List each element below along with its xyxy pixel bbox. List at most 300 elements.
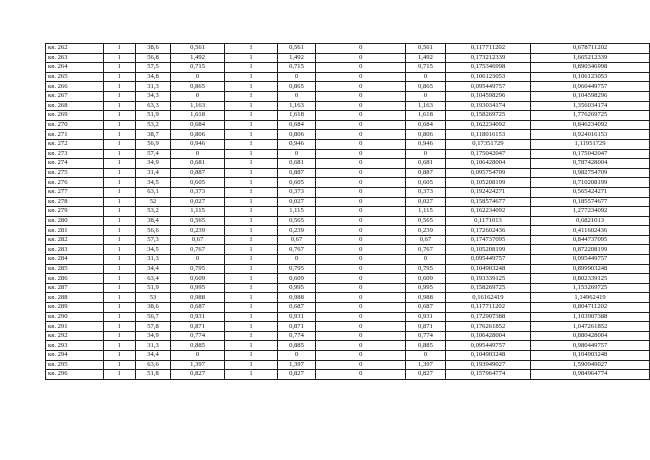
- value-cell: 34,4: [136, 351, 171, 361]
- value-cell: 1,163: [277, 101, 316, 111]
- value-cell: 0: [316, 178, 406, 188]
- value-cell: 0,17351729: [445, 139, 530, 149]
- value-cell: 0,678711202: [531, 44, 650, 54]
- table-row: [46, 216, 650, 226]
- apartment-cell: кв. 283: [46, 245, 104, 255]
- value-cell: 0,411602436: [531, 226, 650, 236]
- apartment-cell: кв. 276: [46, 178, 104, 188]
- value-cell: 0,565424271: [531, 187, 650, 197]
- value-cell: 0,239: [277, 226, 316, 236]
- value-cell: 0,931: [406, 312, 446, 322]
- table-row: [46, 264, 650, 274]
- value-cell: 0: [316, 130, 406, 140]
- value-cell: 38,6: [136, 44, 171, 54]
- value-cell: 0: [170, 351, 224, 361]
- apartment-cell: кв. 271: [46, 130, 104, 140]
- value-cell: 1: [225, 63, 277, 73]
- value-cell: 0,16162419: [445, 293, 530, 303]
- value-cell: 0,960449757: [531, 82, 650, 92]
- value-cell: 0,924016153: [531, 130, 650, 140]
- value-cell: 1: [225, 178, 277, 188]
- apartment-cell: кв. 290: [46, 312, 104, 322]
- value-cell: 1: [103, 159, 136, 169]
- value-cell: 0,804711202: [531, 303, 650, 313]
- table-row: [46, 149, 650, 159]
- value-cell: 1,492: [277, 53, 316, 63]
- value-cell: 0,193339125: [445, 274, 530, 284]
- apartment-cell: кв. 284: [46, 255, 104, 265]
- value-cell: 0,887: [277, 168, 316, 178]
- value-cell: 0,67: [406, 235, 446, 245]
- value-cell: 1,14962419: [531, 293, 650, 303]
- value-cell: 0,105208199: [445, 178, 530, 188]
- value-cell: 1: [225, 360, 277, 370]
- value-cell: 63,3: [136, 101, 171, 111]
- value-cell: 0,565: [406, 216, 446, 226]
- value-cell: 0,106428004: [445, 159, 530, 169]
- value-cell: 0,118016153: [445, 130, 530, 140]
- value-cell: 0,561: [170, 44, 224, 54]
- value-cell: 57,3: [136, 235, 171, 245]
- value-cell: 0,715: [406, 63, 446, 73]
- apartment-cell: кв. 267: [46, 91, 104, 101]
- table-row: [46, 130, 650, 140]
- value-cell: 0,106428004: [445, 331, 530, 341]
- value-cell: 0,715: [170, 63, 224, 73]
- value-cell: 34,9: [136, 331, 171, 341]
- value-cell: 0: [406, 91, 446, 101]
- value-cell: 0,1171013: [445, 216, 530, 226]
- value-cell: 0: [316, 44, 406, 54]
- value-cell: 1: [225, 197, 277, 207]
- value-cell: 1: [225, 91, 277, 101]
- value-cell: 0,681: [277, 159, 316, 169]
- value-cell: 31,3: [136, 341, 171, 351]
- apartment-cell: кв. 268: [46, 101, 104, 111]
- value-cell: 0: [170, 149, 224, 159]
- value-cell: 0,806: [406, 130, 446, 140]
- value-cell: 1,590949027: [531, 360, 650, 370]
- value-cell: 0: [316, 312, 406, 322]
- value-cell: 57,8: [136, 322, 171, 332]
- apartment-cell: кв. 269: [46, 111, 104, 121]
- value-cell: 0: [316, 235, 406, 245]
- value-cell: 0: [316, 216, 406, 226]
- value-cell: 0,158574677: [445, 197, 530, 207]
- table-row: [46, 178, 650, 188]
- value-cell: 0: [316, 264, 406, 274]
- value-cell: 0,846234092: [531, 120, 650, 130]
- table-row: [46, 72, 650, 82]
- value-cell: 1,618: [277, 111, 316, 121]
- value-cell: 0,827: [406, 370, 446, 380]
- value-cell: 34,8: [136, 72, 171, 82]
- value-cell: 0,984964774: [531, 370, 650, 380]
- value-cell: 1,618: [170, 111, 224, 121]
- value-cell: 0: [277, 255, 316, 265]
- value-cell: 51,8: [136, 370, 171, 380]
- apartment-cell: кв. 265: [46, 72, 104, 82]
- table-row: [46, 351, 650, 361]
- value-cell: 52: [136, 197, 171, 207]
- value-cell: 0,684: [170, 120, 224, 130]
- value-cell: 0,827: [277, 370, 316, 380]
- value-cell: 1: [103, 63, 136, 73]
- value-cell: 0: [277, 72, 316, 82]
- value-cell: 0: [316, 370, 406, 380]
- apartment-cell: кв. 293: [46, 341, 104, 351]
- value-cell: 0,095449757: [445, 82, 530, 92]
- value-cell: 1: [225, 187, 277, 197]
- apartment-cell: кв. 291: [46, 322, 104, 332]
- table-row: [46, 63, 650, 73]
- value-cell: 0: [406, 72, 446, 82]
- value-cell: 0: [316, 341, 406, 351]
- value-cell: 1: [103, 72, 136, 82]
- value-cell: 0,767: [170, 245, 224, 255]
- apartment-cell: кв. 292: [46, 331, 104, 341]
- value-cell: 56,7: [136, 312, 171, 322]
- value-cell: 1: [103, 187, 136, 197]
- table-row: [46, 283, 650, 293]
- value-cell: 0,988: [277, 293, 316, 303]
- value-cell: 0,946: [277, 139, 316, 149]
- value-cell: 1: [103, 274, 136, 284]
- value-cell: 1,163: [170, 101, 224, 111]
- value-cell: 0,162234092: [445, 120, 530, 130]
- value-cell: 0,681: [170, 159, 224, 169]
- value-cell: 0,827: [170, 370, 224, 380]
- value-cell: 56,8: [136, 53, 171, 63]
- value-cell: 0,605: [170, 178, 224, 188]
- value-cell: 57,5: [136, 63, 171, 73]
- table-row: [46, 274, 650, 284]
- value-cell: 1: [225, 274, 277, 284]
- value-cell: 1: [103, 235, 136, 245]
- table-row: [46, 101, 650, 111]
- value-cell: 1,153269725: [531, 283, 650, 293]
- value-cell: 1: [225, 139, 277, 149]
- table-row: [46, 159, 650, 169]
- value-cell: 1: [225, 264, 277, 274]
- value-cell: 1: [225, 245, 277, 255]
- value-cell: 31,3: [136, 82, 171, 92]
- value-cell: 0,684: [277, 120, 316, 130]
- value-cell: 1,163: [406, 101, 446, 111]
- value-cell: 1: [103, 44, 136, 54]
- value-cell: 51,9: [136, 283, 171, 293]
- value-cell: 1: [103, 303, 136, 313]
- value-cell: 0,027: [406, 197, 446, 207]
- value-cell: 0,802339125: [531, 274, 650, 284]
- value-cell: 57,4: [136, 149, 171, 159]
- value-cell: 0: [316, 111, 406, 121]
- value-cell: 0,095754709: [445, 168, 530, 178]
- value-cell: 0,795: [406, 264, 446, 274]
- value-cell: 0,565: [277, 216, 316, 226]
- value-cell: 1: [103, 111, 136, 121]
- apartment-cell: кв. 279: [46, 207, 104, 217]
- table-row: [46, 360, 650, 370]
- value-cell: 1: [225, 207, 277, 217]
- value-cell: 0,105208199: [445, 245, 530, 255]
- apartment-cell: кв. 288: [46, 293, 104, 303]
- value-cell: 1: [225, 351, 277, 361]
- apartment-cell: кв. 295: [46, 360, 104, 370]
- value-cell: 0: [316, 72, 406, 82]
- value-cell: 31,4: [136, 168, 171, 178]
- value-cell: 0: [316, 255, 406, 265]
- value-cell: 1: [225, 216, 277, 226]
- value-cell: 0,865: [406, 82, 446, 92]
- value-cell: 1,277234092: [531, 207, 650, 217]
- value-cell: 0: [316, 245, 406, 255]
- value-cell: 0: [316, 303, 406, 313]
- value-cell: 0,988: [406, 293, 446, 303]
- table-row: [46, 53, 650, 63]
- apartment-cell: кв. 266: [46, 82, 104, 92]
- value-cell: 0: [316, 82, 406, 92]
- value-cell: 0,806: [277, 130, 316, 140]
- value-cell: 0: [316, 331, 406, 341]
- apartment-cell: кв. 285: [46, 264, 104, 274]
- value-cell: 0,871: [170, 322, 224, 332]
- apartment-cell: кв. 281: [46, 226, 104, 236]
- value-cell: 0,774: [406, 331, 446, 341]
- value-cell: 0,995: [277, 283, 316, 293]
- value-cell: 1: [225, 255, 277, 265]
- value-cell: 0,982754709: [531, 168, 650, 178]
- value-cell: 0,995: [170, 283, 224, 293]
- value-cell: 0: [316, 149, 406, 159]
- value-cell: 0: [170, 255, 224, 265]
- value-cell: 0: [277, 149, 316, 159]
- value-cell: 0,687: [170, 303, 224, 313]
- value-cell: 53,2: [136, 120, 171, 130]
- table-row: [46, 322, 650, 332]
- value-cell: 1: [103, 370, 136, 380]
- value-cell: 38,7: [136, 130, 171, 140]
- value-cell: 0,681: [406, 159, 446, 169]
- value-cell: 0,787428004: [531, 159, 650, 169]
- value-cell: 0,609: [170, 274, 224, 284]
- value-cell: 0,106123053: [445, 72, 530, 82]
- value-cell: 0,373: [170, 187, 224, 197]
- value-cell: 0,027: [277, 197, 316, 207]
- value-cell: 0,158269725: [445, 111, 530, 121]
- value-cell: 1: [225, 293, 277, 303]
- table-row: [46, 207, 650, 217]
- value-cell: 0,871: [277, 322, 316, 332]
- value-cell: 0,887: [406, 168, 446, 178]
- table-row: [46, 111, 650, 121]
- value-cell: 0: [316, 207, 406, 217]
- value-cell: 0,687: [406, 303, 446, 313]
- value-cell: 1: [225, 226, 277, 236]
- value-cell: 0,946: [406, 139, 446, 149]
- table-row: [46, 226, 650, 236]
- value-cell: 0: [316, 101, 406, 111]
- value-cell: 0,104903248: [445, 264, 530, 274]
- value-cell: 1: [225, 312, 277, 322]
- value-cell: 1: [225, 82, 277, 92]
- value-cell: 1: [103, 283, 136, 293]
- value-cell: 1: [103, 53, 136, 63]
- apartment-cell: кв. 280: [46, 216, 104, 226]
- value-cell: 63,6: [136, 360, 171, 370]
- apartment-cell: кв. 289: [46, 303, 104, 313]
- value-cell: 0,175346998: [445, 63, 530, 73]
- apartment-cell: кв. 273: [46, 149, 104, 159]
- value-cell: 0: [316, 91, 406, 101]
- value-cell: 0,899903248: [531, 264, 650, 274]
- value-cell: 53: [136, 293, 171, 303]
- value-cell: 0,865: [170, 82, 224, 92]
- value-cell: 0: [316, 283, 406, 293]
- value-cell: 1: [225, 168, 277, 178]
- value-cell: 0,095449757: [445, 255, 530, 265]
- value-cell: 0: [316, 226, 406, 236]
- value-cell: 1: [103, 178, 136, 188]
- value-cell: 0,175042047: [531, 149, 650, 159]
- value-cell: 38,6: [136, 303, 171, 313]
- value-cell: 0,687: [277, 303, 316, 313]
- table-row: [46, 331, 650, 341]
- data-table: [45, 43, 650, 380]
- value-cell: 0,117711202: [445, 44, 530, 54]
- value-cell: 0: [316, 53, 406, 63]
- value-cell: 0: [316, 139, 406, 149]
- value-cell: 1: [225, 72, 277, 82]
- table-body: [46, 44, 650, 380]
- value-cell: 1: [103, 130, 136, 140]
- table-row: [46, 91, 650, 101]
- value-cell: 0,931: [170, 312, 224, 322]
- value-cell: 1,115: [277, 207, 316, 217]
- value-cell: 0,872208199: [531, 245, 650, 255]
- value-cell: 0,104598296: [531, 91, 650, 101]
- value-cell: 0,880428004: [531, 331, 650, 341]
- table-row: [46, 235, 650, 245]
- value-cell: 1,397: [406, 360, 446, 370]
- table-row: [46, 197, 650, 207]
- value-cell: 0,995: [406, 283, 446, 293]
- value-cell: 1: [225, 331, 277, 341]
- value-cell: 1: [103, 91, 136, 101]
- apartment-cell: кв. 264: [46, 63, 104, 73]
- value-cell: 1: [225, 111, 277, 121]
- value-cell: 1: [103, 168, 136, 178]
- value-cell: 1,776269725: [531, 111, 650, 121]
- value-cell: 0,605: [277, 178, 316, 188]
- value-cell: 0,767: [406, 245, 446, 255]
- value-cell: 0: [316, 351, 406, 361]
- value-cell: 0,67: [277, 235, 316, 245]
- value-cell: 51,9: [136, 111, 171, 121]
- value-cell: 1,492: [170, 53, 224, 63]
- value-cell: 0,844737095: [531, 235, 650, 245]
- value-cell: 0: [277, 91, 316, 101]
- value-cell: 0: [316, 168, 406, 178]
- value-cell: 1: [103, 207, 136, 217]
- value-cell: 1: [103, 139, 136, 149]
- value-cell: 0,871: [406, 322, 446, 332]
- apartment-cell: кв. 278: [46, 197, 104, 207]
- table-row: [46, 187, 650, 197]
- table-row: [46, 82, 650, 92]
- value-cell: 0,373: [406, 187, 446, 197]
- value-cell: 1: [225, 370, 277, 380]
- value-cell: 1: [225, 235, 277, 245]
- value-cell: 1: [103, 82, 136, 92]
- value-cell: 1: [103, 216, 136, 226]
- value-cell: 0,162234092: [445, 207, 530, 217]
- value-cell: 1: [225, 341, 277, 351]
- value-cell: 0: [406, 255, 446, 265]
- value-cell: 0,185574677: [531, 197, 650, 207]
- value-cell: 1: [103, 293, 136, 303]
- value-cell: 1: [103, 322, 136, 332]
- value-cell: 0: [316, 360, 406, 370]
- value-cell: 0,767: [277, 245, 316, 255]
- apartment-cell: кв. 287: [46, 283, 104, 293]
- value-cell: 0,104903248: [445, 351, 530, 361]
- value-cell: 1: [225, 149, 277, 159]
- value-cell: 1,115: [170, 207, 224, 217]
- table-row: [46, 293, 650, 303]
- value-cell: 1,665212339: [531, 53, 650, 63]
- value-cell: 0,095449757: [445, 341, 530, 351]
- value-cell: 34,9: [136, 159, 171, 169]
- value-cell: 0,117711202: [445, 303, 530, 313]
- value-cell: 0,175042047: [445, 149, 530, 159]
- value-cell: 1,11951729: [531, 139, 650, 149]
- value-cell: 1,618: [406, 111, 446, 121]
- table-row: [46, 168, 650, 178]
- value-cell: 0,609: [277, 274, 316, 284]
- value-cell: 0: [406, 351, 446, 361]
- value-cell: 1,356034174: [531, 101, 650, 111]
- value-cell: 0,890346998: [531, 63, 650, 73]
- value-cell: 0: [316, 274, 406, 284]
- value-cell: 0,774: [170, 331, 224, 341]
- value-cell: 0,931: [277, 312, 316, 322]
- value-cell: 1: [103, 331, 136, 341]
- value-cell: 34,3: [136, 91, 171, 101]
- apartment-cell: кв. 277: [46, 187, 104, 197]
- value-cell: 0: [316, 159, 406, 169]
- value-cell: 0,172602436: [445, 226, 530, 236]
- apartment-cell: кв. 296: [46, 370, 104, 380]
- value-cell: 0,176261852: [445, 322, 530, 332]
- value-cell: 0,795: [170, 264, 224, 274]
- value-cell: 0,806: [170, 130, 224, 140]
- value-cell: 1: [103, 264, 136, 274]
- value-cell: 0,774: [277, 331, 316, 341]
- value-cell: 0,173212339: [445, 53, 530, 63]
- value-cell: 0: [277, 351, 316, 361]
- value-cell: 1: [103, 149, 136, 159]
- table-row: [46, 245, 650, 255]
- value-cell: 1: [225, 283, 277, 293]
- value-cell: 0,715: [277, 63, 316, 73]
- value-cell: 0,710208199: [531, 178, 650, 188]
- value-cell: 31,3: [136, 255, 171, 265]
- value-cell: 0,193034174: [445, 101, 530, 111]
- value-cell: 0,157964774: [445, 370, 530, 380]
- value-cell: 0,239: [406, 226, 446, 236]
- apartment-cell: кв. 282: [46, 235, 104, 245]
